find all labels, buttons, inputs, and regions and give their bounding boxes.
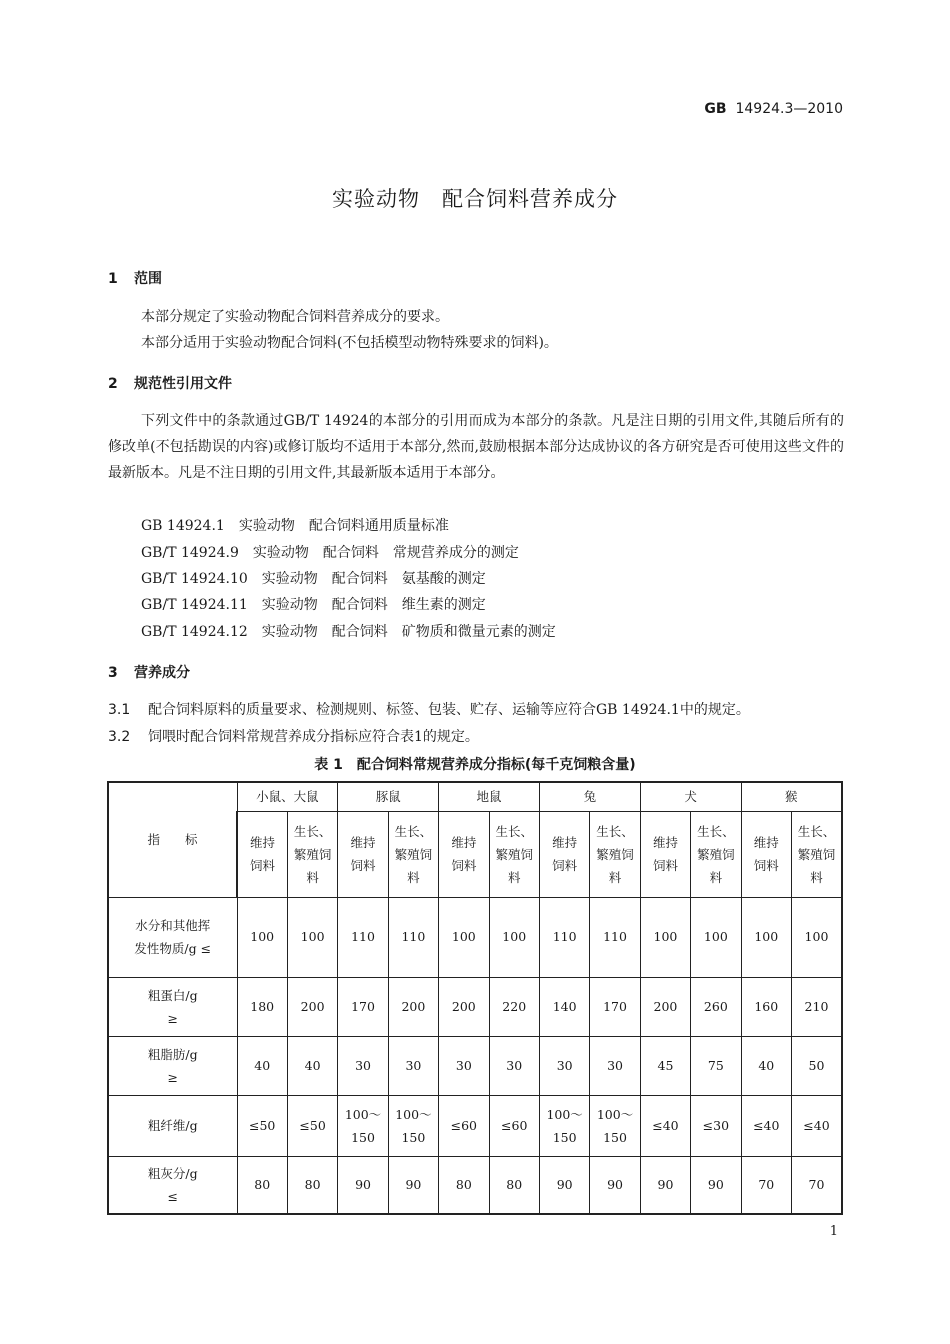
table-corner-header: 指 标 (108, 782, 237, 897)
value-cell: 90 (640, 1156, 690, 1214)
reference-item: GB/T 14924.12 实验动物 配合饲料 矿物质和微量元素的测定 (141, 624, 556, 640)
value-cell: 110 (338, 897, 388, 977)
animal-header: 兔 (539, 782, 640, 811)
reference-item: GB 14924.1 实验动物 配合饲料通用质量标准 (141, 518, 449, 534)
table-row (108, 1036, 842, 1095)
feed-maintain-header: 维持饲料 (741, 811, 791, 897)
value-cell: 100 (287, 897, 337, 977)
feed-growth-header: 生长、繁殖饲料 (489, 811, 539, 897)
value-cell: ≤30 (691, 1095, 741, 1156)
value-cell: 50 (791, 1036, 842, 1095)
value-cell: 30 (439, 1036, 489, 1095)
value-cell: 100～150 (590, 1095, 640, 1156)
table-row (108, 897, 842, 977)
value-cell: 80 (237, 1156, 287, 1214)
value-cell: ≤60 (439, 1095, 489, 1156)
section-1-para-2: 本部分适用于实验动物配合饲料(不包括模型动物特殊要求的饲料)。 (141, 335, 558, 351)
value-cell: 110 (539, 897, 589, 977)
value-cell: 180 (237, 977, 287, 1036)
value-cell: 210 (791, 977, 842, 1036)
value-cell: 200 (640, 977, 690, 1036)
value-cell: 30 (388, 1036, 438, 1095)
value-cell: 40 (287, 1036, 337, 1095)
value-cell: 30 (590, 1036, 640, 1095)
value-cell: 260 (691, 977, 741, 1036)
animal-header: 犬 (640, 782, 741, 811)
value-cell: 100 (439, 897, 489, 977)
value-cell: 200 (439, 977, 489, 1036)
clause-3-1: 3.1 配合饲料原料的质量要求、检测规则、标签、包装、贮存、运输等应符合GB 14924.1中的规定。 (108, 702, 750, 718)
feed-maintain-header: 维持饲料 (237, 811, 287, 897)
value-cell: 90 (338, 1156, 388, 1214)
value-cell: 30 (539, 1036, 589, 1095)
value-cell: 30 (338, 1036, 388, 1095)
value-cell: ≤40 (640, 1095, 690, 1156)
section-2-heading: 2 规范性引用文件 (108, 376, 232, 392)
value-cell: 100 (741, 897, 791, 977)
page-number: 1 (829, 1224, 838, 1239)
reference-item: GB/T 14924.10 实验动物 配合饲料 氨基酸的测定 (141, 571, 486, 587)
value-cell: 100 (791, 897, 842, 977)
section-1-para-1: 本部分规定了实验动物配合饲料营养成分的要求。 (141, 309, 449, 325)
table-caption: 表 1 配合饲料常规营养成分指标(每千克饲粮含量) (314, 757, 636, 773)
value-cell: 100～150 (338, 1095, 388, 1156)
value-cell: 170 (590, 977, 640, 1036)
feed-maintain-header: 维持饲料 (439, 811, 489, 897)
value-cell: 90 (590, 1156, 640, 1214)
value-cell: 70 (741, 1156, 791, 1214)
row-label: 粗蛋白/g ≥ (108, 977, 237, 1036)
section-2-paragraph: 下列文件中的条款通过GB/T 14924的本部分的引用而成为本部分的条款。凡是注日期的引用文件,其随后所有的修改单(不包括勘误的内容)或修订版均不适用于本部分,然而,鼓励根据本部分达成协议的各方研究是否可使用这些文件的最新版本。凡是不注日期的引用文件,其最新版本适用于本部分。 (108, 413, 844, 481)
value-cell: 160 (741, 977, 791, 1036)
animal-header: 猴 (741, 782, 842, 811)
value-cell: 100 (237, 897, 287, 977)
value-cell: 140 (539, 977, 589, 1036)
value-cell: 45 (640, 1036, 690, 1095)
table-row (108, 977, 842, 1036)
row-label: 粗脂肪/g ≥ (108, 1036, 237, 1095)
row-label: 水分和其他挥发性物质/g ≤ (108, 897, 237, 977)
value-cell: 100 (489, 897, 539, 977)
standard-code (704, 101, 843, 117)
value-cell: 220 (489, 977, 539, 1036)
value-cell: 100～150 (388, 1095, 438, 1156)
feed-growth-header: 生长、繁殖饲料 (691, 811, 741, 897)
reference-item: GB/T 14924.9 实验动物 配合饲料 常规营养成分的测定 (141, 545, 519, 561)
value-cell: 70 (791, 1156, 842, 1214)
value-cell: 90 (691, 1156, 741, 1214)
feed-growth-header: 生长、繁殖饲料 (287, 811, 337, 897)
value-cell: 80 (287, 1156, 337, 1214)
reference-item: GB/T 14924.11 实验动物 配合饲料 维生素的测定 (141, 597, 486, 613)
value-cell: ≤50 (237, 1095, 287, 1156)
value-cell: 200 (287, 977, 337, 1036)
value-cell: 100 (691, 897, 741, 977)
standard-code-prefix: GB (704, 101, 727, 117)
clause-3-2: 3.2 饲喂时配合饲料常规营养成分指标应符合表1的规定。 (108, 729, 479, 745)
value-cell: 30 (489, 1036, 539, 1095)
document-title: 实验动物 配合饲料营养成分 (332, 187, 618, 211)
section-1-heading: 1 范围 (108, 271, 162, 287)
value-cell: 90 (539, 1156, 589, 1214)
animal-header: 小鼠、大鼠 (237, 782, 338, 811)
value-cell: 75 (691, 1036, 741, 1095)
section-3-heading: 3 营养成分 (108, 665, 190, 681)
standard-code-number: 14924.3—2010 (735, 101, 843, 117)
feed-maintain-header: 维持饲料 (338, 811, 388, 897)
value-cell: 110 (388, 897, 438, 977)
feed-growth-header: 生长、繁殖饲料 (791, 811, 842, 897)
row-label: 粗灰分/g ≤ (108, 1156, 237, 1214)
value-cell: 80 (489, 1156, 539, 1214)
value-cell: ≤50 (287, 1095, 337, 1156)
table-row (108, 1095, 842, 1156)
row-label: 粗纤维/g (108, 1095, 237, 1156)
table-row (108, 1156, 842, 1214)
value-cell: 100 (640, 897, 690, 977)
value-cell: 90 (388, 1156, 438, 1214)
value-cell: ≤60 (489, 1095, 539, 1156)
feed-maintain-header: 维持饲料 (640, 811, 690, 897)
value-cell: 110 (590, 897, 640, 977)
value-cell: 100～150 (539, 1095, 589, 1156)
feed-growth-header: 生长、繁殖饲料 (590, 811, 640, 897)
animal-header: 地鼠 (439, 782, 540, 811)
value-cell: 200 (388, 977, 438, 1036)
value-cell: ≤40 (791, 1095, 842, 1156)
animal-header: 豚鼠 (338, 782, 439, 811)
value-cell: ≤40 (741, 1095, 791, 1156)
value-cell: 40 (237, 1036, 287, 1095)
value-cell: 170 (338, 977, 388, 1036)
nutrient-table (107, 781, 843, 1215)
value-cell: 80 (439, 1156, 489, 1214)
feed-growth-header: 生长、繁殖饲料 (388, 811, 438, 897)
value-cell: 40 (741, 1036, 791, 1095)
feed-maintain-header: 维持饲料 (539, 811, 589, 897)
